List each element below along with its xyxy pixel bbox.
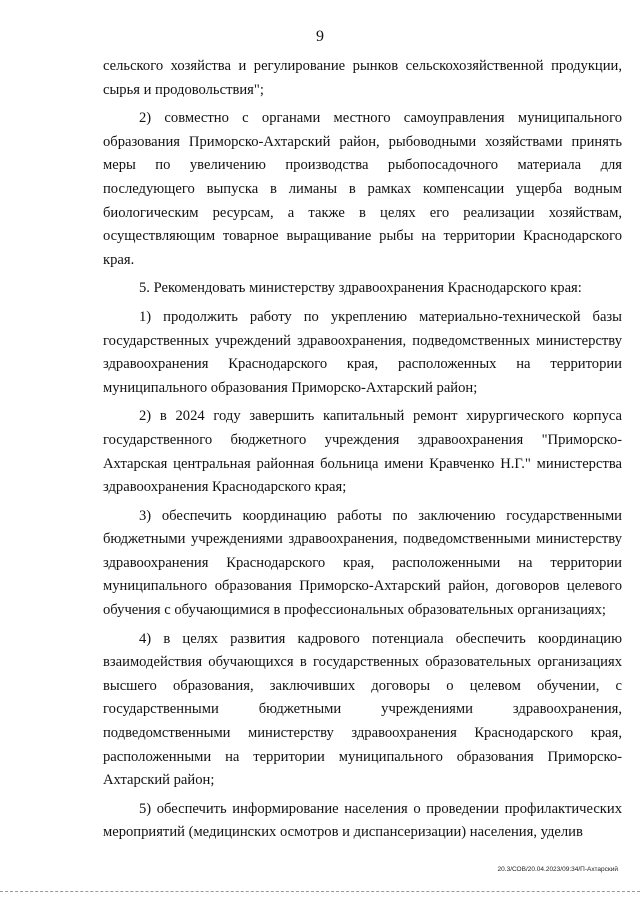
paragraph-continuation: сельского хозяйства и регулирование рынков сельскохозяйственной продукции, сырья и продовольствия"; xyxy=(103,58,622,98)
paragraph-item-2: 2) совместно с органами местного самоуправления муниципального образования Приморско-Ахтарский район, рыбоводными хозяйствами принять меры по увеличению производства рыбопосадочного материала для последующего выпуска в лиманы в рамках компенсации ущерба водным биологическим ресурсам, а также в целях его реализации хозяйствам, осуществляющим товарное выращивание рыбы на территории Краснодарского края. xyxy=(103,110,622,268)
footer-document-code: 20.3/СОВ/20.04.2023/09:34/П-Ахтарский xyxy=(497,866,618,873)
paragraph-item-4: 4) в целях развития кадрового потенциала обеспечить координацию взаимодействия обучающихся в государственных образовательных организациях высшего образования, заключивших договоры о целевом обучении, с государственными бюджетными учреждениями здравоохранения, подведомственными министерству здравоохранения Краснодарского края, расположенными на территории муниципального образования Приморско-Ахтарский район; xyxy=(103,630,622,789)
paragraph-item-3: 3) обеспечить координацию работы по заключению государственными бюджетными учреждениями здравоохранения, подведомственными министерству здравоохранения Краснодарского края, расположенными на территории муниципального образования Приморско-Ахтарский район, договоров целевого обучения с обучающимися в профессиональных образовательных организациях; xyxy=(103,507,622,619)
document-body xyxy=(103,55,622,850)
page-number: 9 xyxy=(316,28,324,45)
footer-divider xyxy=(0,891,640,892)
paragraph-item-5: 5) обеспечить информирование населения о проведении профилактических мероприятий (медицинских осмотров и диспансеризации) населения, уделив xyxy=(103,800,622,841)
paragraph-item-2-repair: 2) в 2024 году завершить капитальный ремонт хирургического корпуса государственного бюджетного учреждения здравоохранения "Приморско-Ахтарская центральная районная больница имени Кравченко Н.Г." министерства здравоохранения Краснодарского края; xyxy=(103,408,622,496)
paragraph-section-5: 5. Рекомендовать министерству здравоохранения Краснодарского края: xyxy=(139,280,582,297)
paragraph-item-1: 1) продолжить работу по укреплению материально-технической базы государственных учреждений здравоохранения, подведомственных министерству здравоохранения Краснодарского края, расположенных на территории муниципального образования Приморско-Ахтарский район; xyxy=(103,308,622,396)
